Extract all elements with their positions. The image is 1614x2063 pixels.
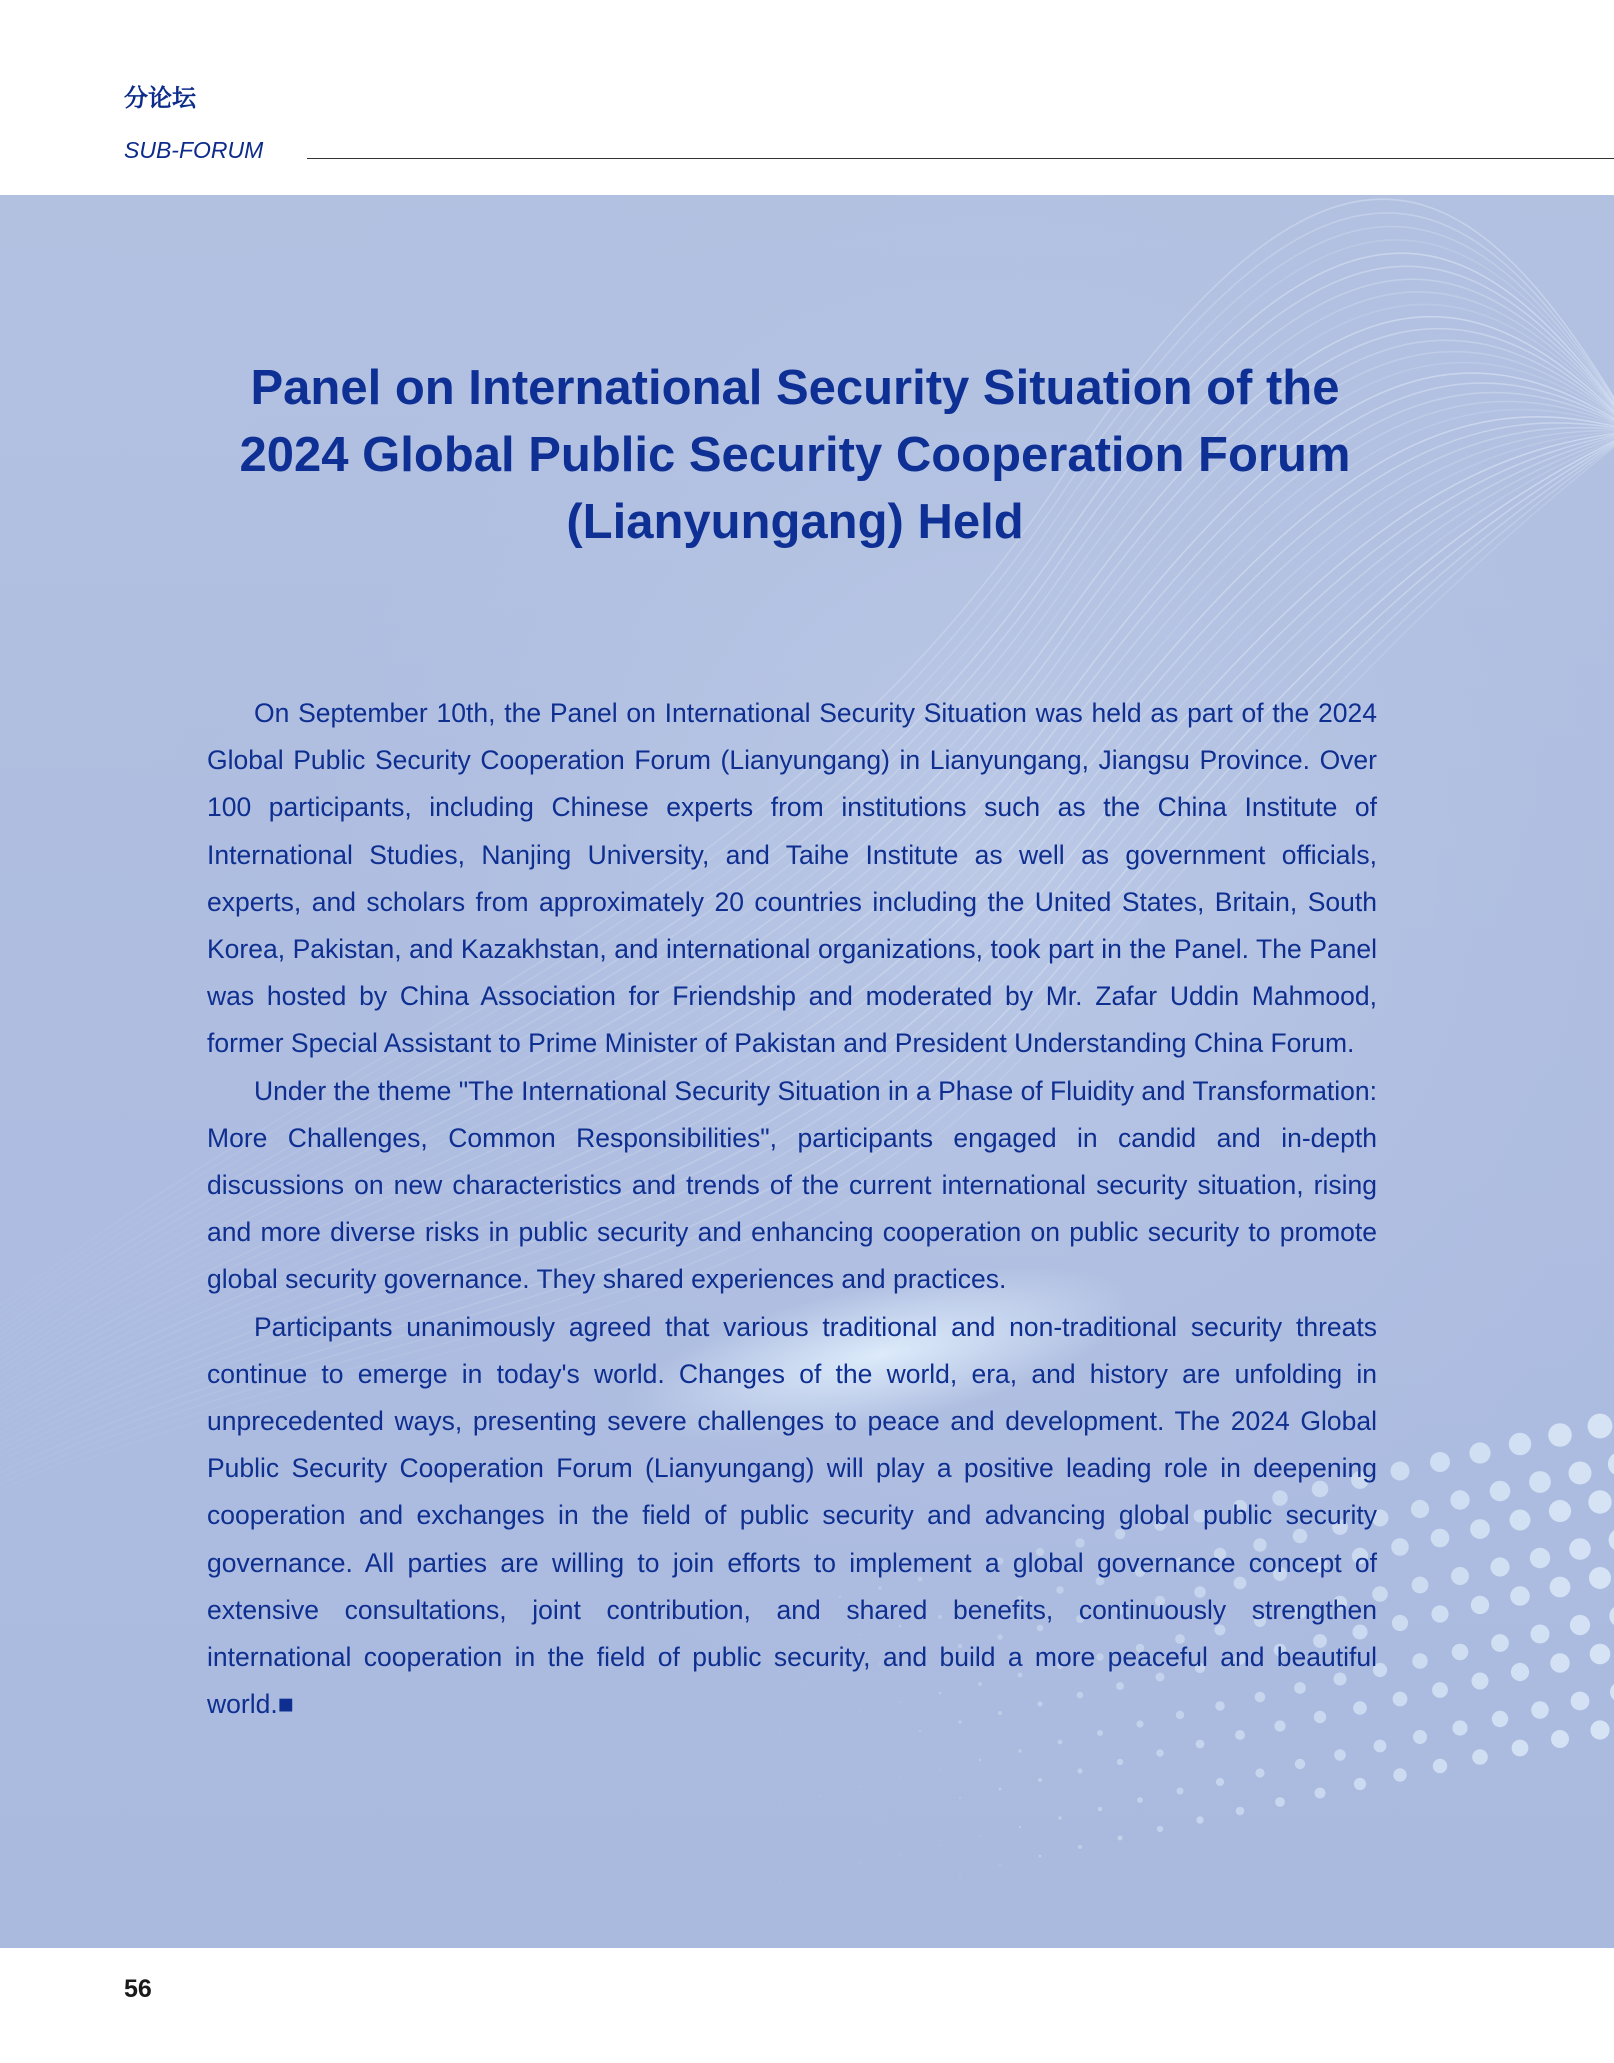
halftone-dot (839, 1824, 840, 1825)
halftone-dot (1295, 1759, 1305, 1769)
halftone-dot (1491, 1634, 1509, 1652)
halftone-dot (879, 1891, 880, 1892)
halftone-dot (1216, 1778, 1224, 1786)
halftone-dot (1529, 1471, 1551, 1493)
halftone-dot (1058, 1740, 1063, 1745)
halftone-dot (1430, 1452, 1450, 1472)
halftone-dot (1451, 1567, 1469, 1585)
halftone-dot (1078, 1845, 1082, 1849)
halftone-dot (979, 1835, 980, 1836)
halftone-dot (1077, 1768, 1082, 1773)
halftone-dot (1569, 1462, 1592, 1485)
halftone-dot (1530, 1548, 1550, 1568)
halftone-dot (1275, 1797, 1285, 1807)
article-panel (0, 195, 1614, 1948)
halftone-dot (759, 1842, 760, 1843)
halftone-dot (1038, 1778, 1042, 1782)
halftone-dot (1490, 1481, 1511, 1502)
halftone-dot (1196, 1740, 1205, 1749)
halftone-dot (1551, 1730, 1569, 1748)
halftone-dot (779, 1804, 780, 1805)
halftone-dot (1571, 1692, 1590, 1711)
halftone-dot (1511, 1663, 1529, 1681)
halftone-dot (1019, 1826, 1021, 1828)
halftone-dot (1196, 1816, 1203, 1823)
halftone-dot (1392, 1615, 1408, 1631)
halftone-dot (999, 1864, 1000, 1865)
halftone-dot (1588, 1490, 1611, 1513)
halftone-dot (1450, 1490, 1469, 1509)
halftone-dot (1550, 1653, 1569, 1672)
halftone-dot (959, 1797, 961, 1799)
halftone-dot (979, 1759, 981, 1761)
halftone-dot (919, 1730, 921, 1732)
halftone-dot (1432, 1682, 1448, 1698)
page-header (0, 0, 1614, 195)
halftone-dot (1469, 1442, 1490, 1463)
section-label-english: SUB-FORUM (124, 137, 264, 163)
halftone-dot (799, 1909, 800, 1910)
header-divider (307, 158, 1614, 159)
halftone-dot (939, 1844, 940, 1845)
halftone-dot (1393, 1692, 1408, 1707)
halftone-dot (1569, 1538, 1591, 1560)
halftone-dot (1374, 1740, 1387, 1753)
halftone-dot (859, 1862, 860, 1863)
halftone-dot (1471, 1596, 1489, 1614)
halftone-dot (819, 1871, 820, 1872)
halftone-dot (919, 1806, 920, 1807)
halftone-dot (859, 1786, 860, 1787)
article-paragraph-2: Under the theme "The International Security Situation in a Phase of Fluidity and Transformation: More Challenges, Common Responsibilities", participants engaged in candid and in-depth discussions on new characteristics and trends of the current international security situation, rising and more diverse risks in public security and enhancing cooperation on public security to promote global security governance. They shared experiences and practices. (207, 1075, 1378, 1295)
halftone-dot (1470, 1519, 1490, 1539)
halftone-dot (1236, 1807, 1245, 1816)
title-line-1: Panel on International Security Situation of the (250, 361, 1340, 415)
title-line-3: (Lianyungang) Held (566, 495, 1024, 549)
halftone-dot (879, 1739, 880, 1740)
halftone-dot (1531, 1625, 1550, 1644)
halftone-dot (1412, 1577, 1429, 1594)
halftone-dot (1512, 1740, 1529, 1757)
halftone-dot (1549, 1500, 1571, 1522)
halftone-dot (1490, 1557, 1509, 1576)
halftone-dot (759, 1918, 760, 1919)
halftone-dot (839, 1748, 840, 1749)
halftone-dot (779, 1880, 780, 1881)
halftone-dot (1492, 1711, 1508, 1727)
halftone-dot (1452, 1720, 1467, 1735)
article-body (207, 690, 1377, 1728)
halftone-dot (779, 1728, 780, 1729)
halftone-dot (1117, 1759, 1123, 1765)
halftone-dot (1590, 1720, 1609, 1739)
halftone-dot (1472, 1673, 1489, 1690)
article-title (180, 355, 1410, 556)
halftone-dot (1452, 1644, 1469, 1661)
halftone-dot (1391, 1462, 1410, 1481)
halftone-dot (1531, 1701, 1549, 1719)
halftone-dot (1391, 1538, 1409, 1556)
article-paragraph-3: Participants unanimously agreed that various traditional and non-traditional security threats continue to emerge in today's world. Changes of the world, era, and history are unfolding in unprecedented ways, presenting severe challenges to peace and development. The 2024 Global Public Security Cooperation Forum (Lianyungang) will play a positive leading role in deepening cooperation and exchanges in the field of public security and advancing global public security governance. All parties are willing to join efforts to implement a global governance concept of extensive consultations, joint contribution, and shared benefits, continuously strengthen international cooperation in the field of public security, and build a more peaceful and beautiful world.■ (207, 1311, 1377, 1720)
halftone-dot (919, 1882, 920, 1883)
halftone-dot (959, 1873, 960, 1874)
halftone-dot (759, 1766, 760, 1767)
halftone-dot (1431, 1605, 1448, 1622)
halftone-dot (899, 1777, 900, 1778)
page-footer (0, 1948, 1614, 2063)
halftone-dot (1510, 1586, 1530, 1606)
halftone-dot (1509, 1433, 1531, 1455)
halftone-dot (1098, 1807, 1103, 1812)
halftone-dot (899, 1853, 900, 1854)
halftone-dot (1590, 1644, 1611, 1665)
halftone-dot (799, 1833, 800, 1834)
halftone-dot (939, 1768, 940, 1769)
halftone-dot (1548, 1423, 1572, 1447)
halftone-dot (1588, 1414, 1613, 1439)
halftone-dot (1570, 1615, 1590, 1635)
halftone-dot (1039, 1855, 1042, 1858)
halftone-dot (879, 1815, 880, 1816)
halftone-dot (1118, 1836, 1123, 1841)
halftone-dot (1413, 1730, 1427, 1744)
article-paragraph-1: On September 10th, the Panel on International Security Situation was held as part of the 2024 Global Public Security Cooperation Forum (Lianyungang) in Lianyungang, Jiangsu Province. Over 100 participants, including Chinese experts from institutions such as the China Institute of International Studies, Nanjing University, and Taihe Institute as well as government officials, experts, and scholars from approximately 20 countries including the United States, Britain, South Korea, Pakistan, and Kazakhstan, and international organizations, took part in the Panel. The Panel was hosted by China Association for Friendship and moderated by Mr. Zafar Uddin Mahmood, former Special Assistant to Prime Minister of Pakistan and President Understanding China Forum. (207, 698, 1377, 1059)
halftone-dot (1058, 1816, 1061, 1819)
title-line-2: 2024 Global Public Security Cooperation Forum (239, 428, 1351, 482)
halftone-dot (1510, 1510, 1531, 1531)
halftone-dot (1589, 1567, 1611, 1589)
halftone-dot (1315, 1788, 1326, 1799)
halftone-dot (1354, 1778, 1366, 1790)
halftone-dot (1472, 1749, 1488, 1765)
halftone-dot (1097, 1730, 1103, 1736)
halftone-dot (1156, 1749, 1164, 1757)
halftone-dot (1393, 1768, 1406, 1781)
page-number: 56 (124, 1975, 152, 2003)
halftone-dot (839, 1900, 840, 1901)
halftone-dot (1157, 1826, 1163, 1832)
halftone-dot (999, 1788, 1002, 1791)
halftone-dot (1018, 1749, 1022, 1753)
halftone-dot (1431, 1529, 1450, 1548)
halftone-dot (1412, 1653, 1427, 1668)
halftone-dot (1433, 1759, 1447, 1773)
halftone-dot (1255, 1768, 1264, 1777)
halftone-dot (1235, 1730, 1245, 1740)
halftone-dot (1550, 1577, 1571, 1598)
halftone-dot (819, 1795, 820, 1796)
halftone-dot (1177, 1788, 1184, 1795)
halftone-dot (1137, 1797, 1143, 1803)
section-label-chinese: 分论坛 (124, 84, 196, 112)
halftone-dot (1411, 1500, 1429, 1518)
halftone-dot (799, 1757, 800, 1758)
halftone-dot (1334, 1749, 1346, 1761)
